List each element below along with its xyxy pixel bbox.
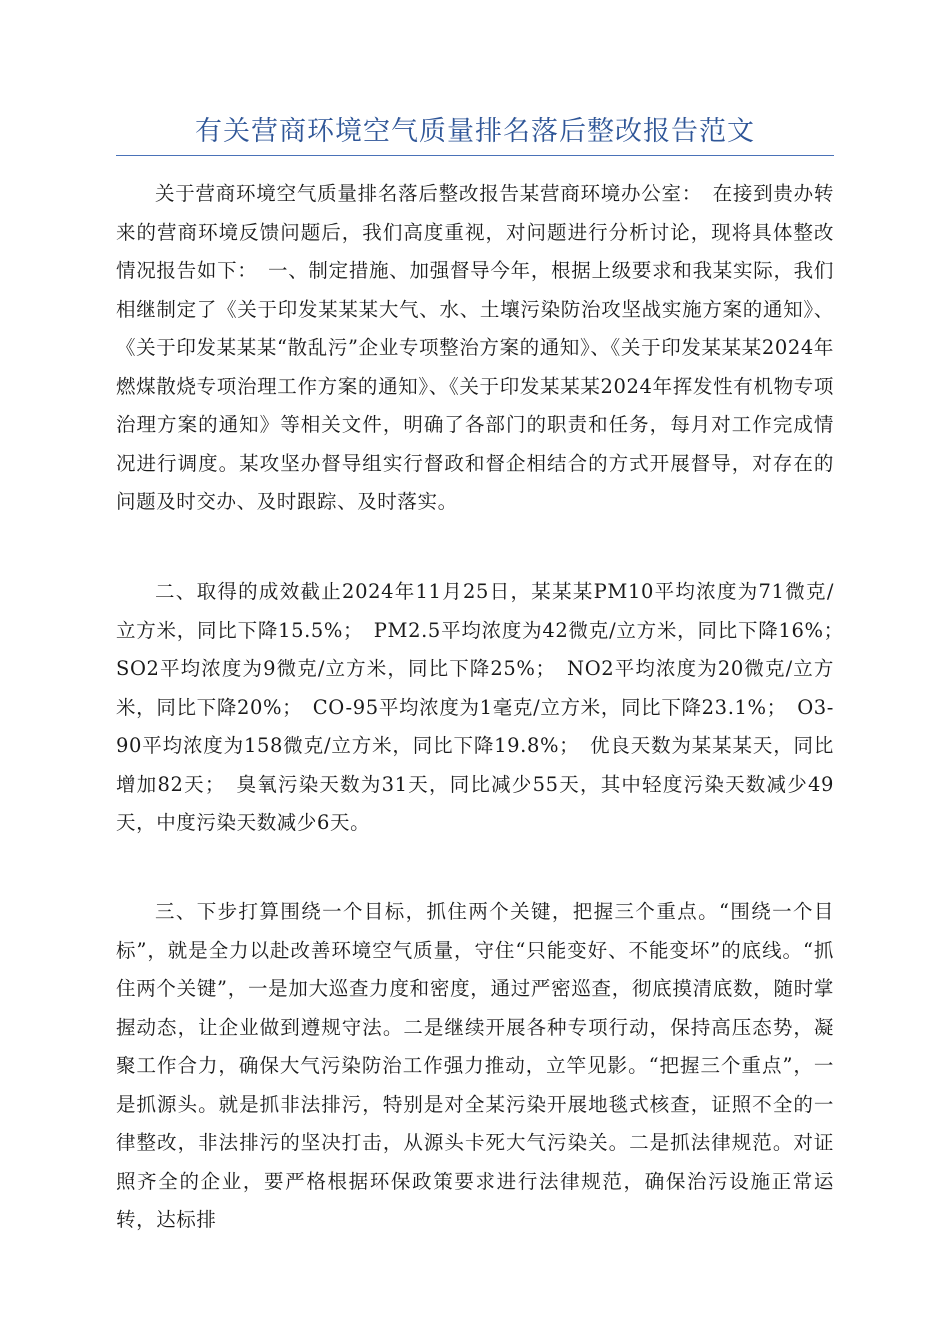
document-title: 有关营商环境空气质量排名落后整改报告范文	[195, 116, 755, 147]
paragraph-next-steps: 三、下步打算围绕一个目标，抓住两个关键，把握三个重点。“围绕一个目标”，就是全力以赴改善环境空气质量，守住“只能变好、不能变坏”的底线。“抓住两个关键”，一是加大巡查力度和密度，通过严密巡查，彻底摸清底数，随时掌握动态，让企业做到遵规守法。二是继续开展各种专项行动，保持高压态势，凝聚工作合力，确保大气污染防治工作强力推动，立竿见影。“把握三个重点”，一是抓源头。就是抓非法排污，特别是对全某污染开展地毯式核查，证照不全的一律整改，非法排污的坚决打击，从源头卡死大气污染关。二是抓法律规范。对证照齐全的企业，要严格根据环保政策要求进行法律规范，确保治污设施正常运转，达标排	[116, 900, 834, 1231]
paragraph-intro-measures: 关于营商环境空气质量排名落后整改报告某营商环境办公室： 在接到贵办转来的营商环境反馈问题后，我们高度重视，对问题进行分析讨论，现将具体整改情况报告如下： 一、制定措施、加强督导今年，根据上级要求和我某实际，我们相继制定了《关于印发某某某大气、水、土壤污染防治攻坚战实施方案的通知》、《关于印发某某某“散乱污”企业专项整治方案的通知》、《关于印发某某某2024年燃煤散烧专项治理工作方案的通知》、《关于印发某某某2024年挥发性有机物专项治理方案的通知》等相关文件，明确了各部门的职责和任务，每月对工作完成情况进行调度。某攻坚办督导组实行督政和督企相结合的方式开展督导，对存在的问题及时交办、及时跟踪、及时落实。	[116, 182, 834, 513]
paragraph-results: 二、取得的成效截止2024年11月25日，某某某PM10平均浓度为71微克/立方米，同比下降15.5%； PM2.5平均浓度为42微克/立方米，同比下降16%； SO2平均浓度为9微克/立方米，同比下降25%； NO2平均浓度为20微克/立方米，同比下降20%； CO-95平均浓度为1毫克/立方米，同比下降23.1%； O3-90平均浓度为158微克/立方米，同比下降19.8%； 优良天数为某某某天，同比增加82天； 臭氧污染天数为31天，同比减少55天，其中轻度污染天数减少49天，中度污染天数减少6天。	[116, 580, 855, 834]
title-underline	[116, 155, 834, 156]
